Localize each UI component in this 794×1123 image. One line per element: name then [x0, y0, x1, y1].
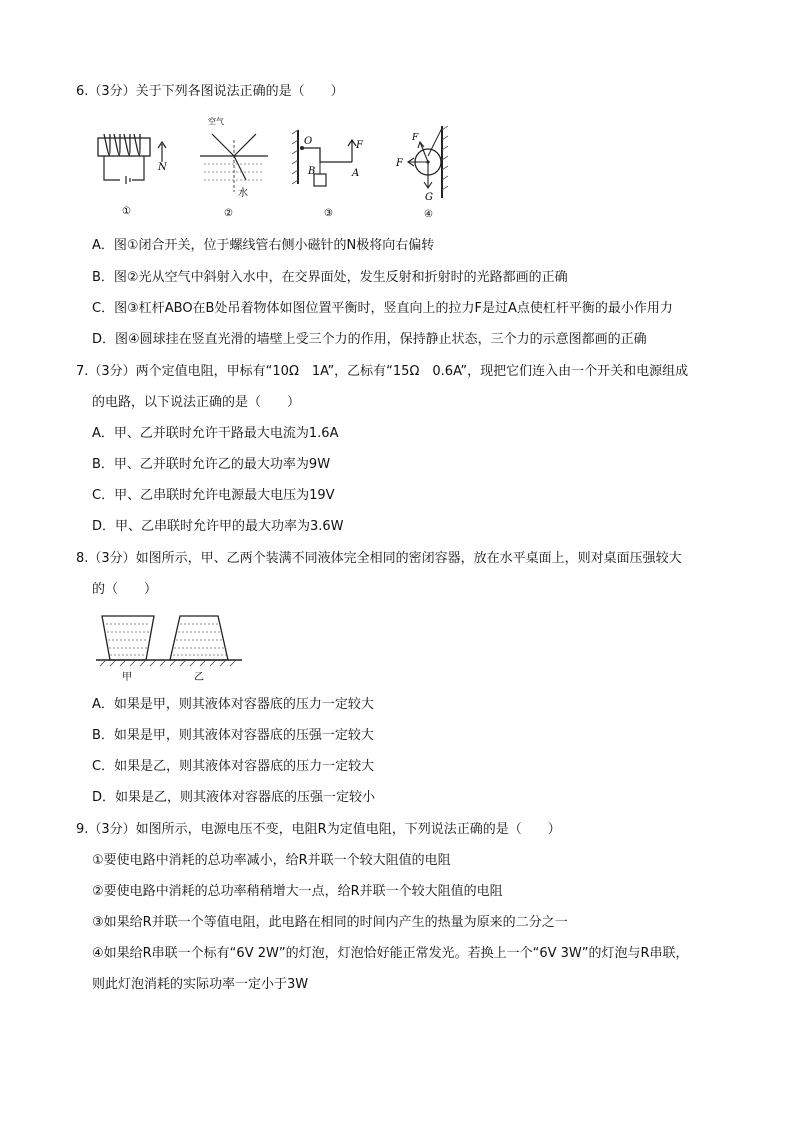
q8-option-b: B．如果是甲，则其液体对容器底的压强一定较大	[92, 728, 374, 743]
fig2-air-label: 空气	[208, 117, 224, 126]
q9-statement-3: ③如果给R并联一个等值电阻，此电路在相同的时间内产生的热量为原来的二分之一	[92, 915, 568, 930]
q9-stem: 9.（3分）如图所示，电源电压不变，电阻R为定值电阻，下列说法正确的是（ ）	[76, 822, 561, 837]
fig4-g-label: G	[425, 192, 433, 203]
q7-stem-line-1: 7.（3分）两个定值电阻，甲标有“10Ω 1A”，乙标有“15Ω 0.6A”，现把它们连入由一个开关和电源组成	[76, 364, 689, 379]
fig1-north-label: N	[158, 162, 167, 173]
q6-option-d: D．图④圆球挂在竖直光滑的墙壁上受三个力的作用，保持静止状态，三个力的示意图都画的正确	[92, 332, 647, 347]
fig2-caption: ②	[224, 208, 233, 219]
q8-option-a: A．如果是甲，则其液体对容器底的压力一定较大	[92, 697, 374, 712]
fig3-caption: ③	[324, 208, 333, 219]
q8-jia-label: 甲	[122, 672, 132, 682]
q7-option-b: B．甲、乙并联时允许乙的最大功率为9W	[92, 457, 331, 472]
q8-figure-containers	[96, 610, 246, 682]
q7-stem-line-2: 的电路，以下说法正确的是（ ）	[92, 395, 301, 410]
fig3-a-label: A	[352, 168, 360, 179]
q8-option-d: D．如果是乙，则其液体对容器底的压强一定较小	[92, 790, 376, 805]
fig4-fn-label: F	[412, 133, 419, 143]
q9-statement-4-continued: 则此灯泡消耗的实际功率一定小于3W	[92, 977, 309, 992]
q7-option-d: D．甲、乙串联时允许甲的最大功率为3.6W	[92, 519, 344, 534]
q6-option-a: A．图①闭合开关，位于螺线管右侧小磁针的N极将向右偏转	[92, 238, 435, 253]
q6-stem: 6.（3分）关于下列各图说法正确的是（ ）	[76, 84, 344, 99]
q8-yi-label: 乙	[194, 672, 204, 682]
q6-figure-4-ball-on-wall	[390, 122, 460, 222]
q6-figure-1-solenoid	[92, 122, 182, 222]
fig3-b-label: B	[308, 166, 316, 177]
q6-option-c: C．图③杠杆ABO在B处吊着物体如图位置平衡时，竖直向上的拉力F是过A点使杠杆平衡的最小作用力	[92, 301, 673, 316]
q6-figure-2-light-rays	[198, 112, 273, 222]
q7-option-c: C．甲、乙串联时允许电源最大电压为19V	[92, 488, 335, 503]
q8-stem-line-2: 的（ ）	[92, 582, 158, 597]
q9-statement-1: ①要使电路中消耗的总功率减小，给R并联一个较大阻值的电阻	[92, 853, 451, 868]
q8-stem-line-1: 8.（3分）如图所示，甲、乙两个装满不同液体完全相同的密闭容器，放在水平桌面上，则对桌面压强较大	[76, 551, 682, 566]
fig2-water-label: 水	[238, 188, 248, 199]
q8-option-c: C．如果是乙，则其液体对容器底的压力一定较大	[92, 759, 375, 774]
q9-statement-4: ④如果给R串联一个标有“6V 2W”的灯泡，灯泡恰好能正常发光。若换上一个“6V 3W”的灯泡与R串联，	[92, 946, 689, 961]
fig3-f-label: F	[356, 140, 363, 151]
fig4-f-label: F	[396, 158, 403, 169]
fig4-caption: ④	[424, 209, 433, 220]
q9-statement-2: ②要使电路中消耗的总功率稍稍增大一点，给R并联一个较大阻值的电阻	[92, 884, 503, 899]
q7-option-a: A．甲、乙并联时允许干路最大电流为1.6A	[92, 426, 339, 441]
fig3-o-label: O	[304, 136, 313, 147]
fig1-caption: ①	[122, 206, 131, 217]
q6-figure-3-lever	[290, 122, 370, 222]
q6-option-b: B．图②光从空气中斜射入水中，在交界面处，发生反射和折射时的光路都画的正确	[92, 270, 568, 285]
